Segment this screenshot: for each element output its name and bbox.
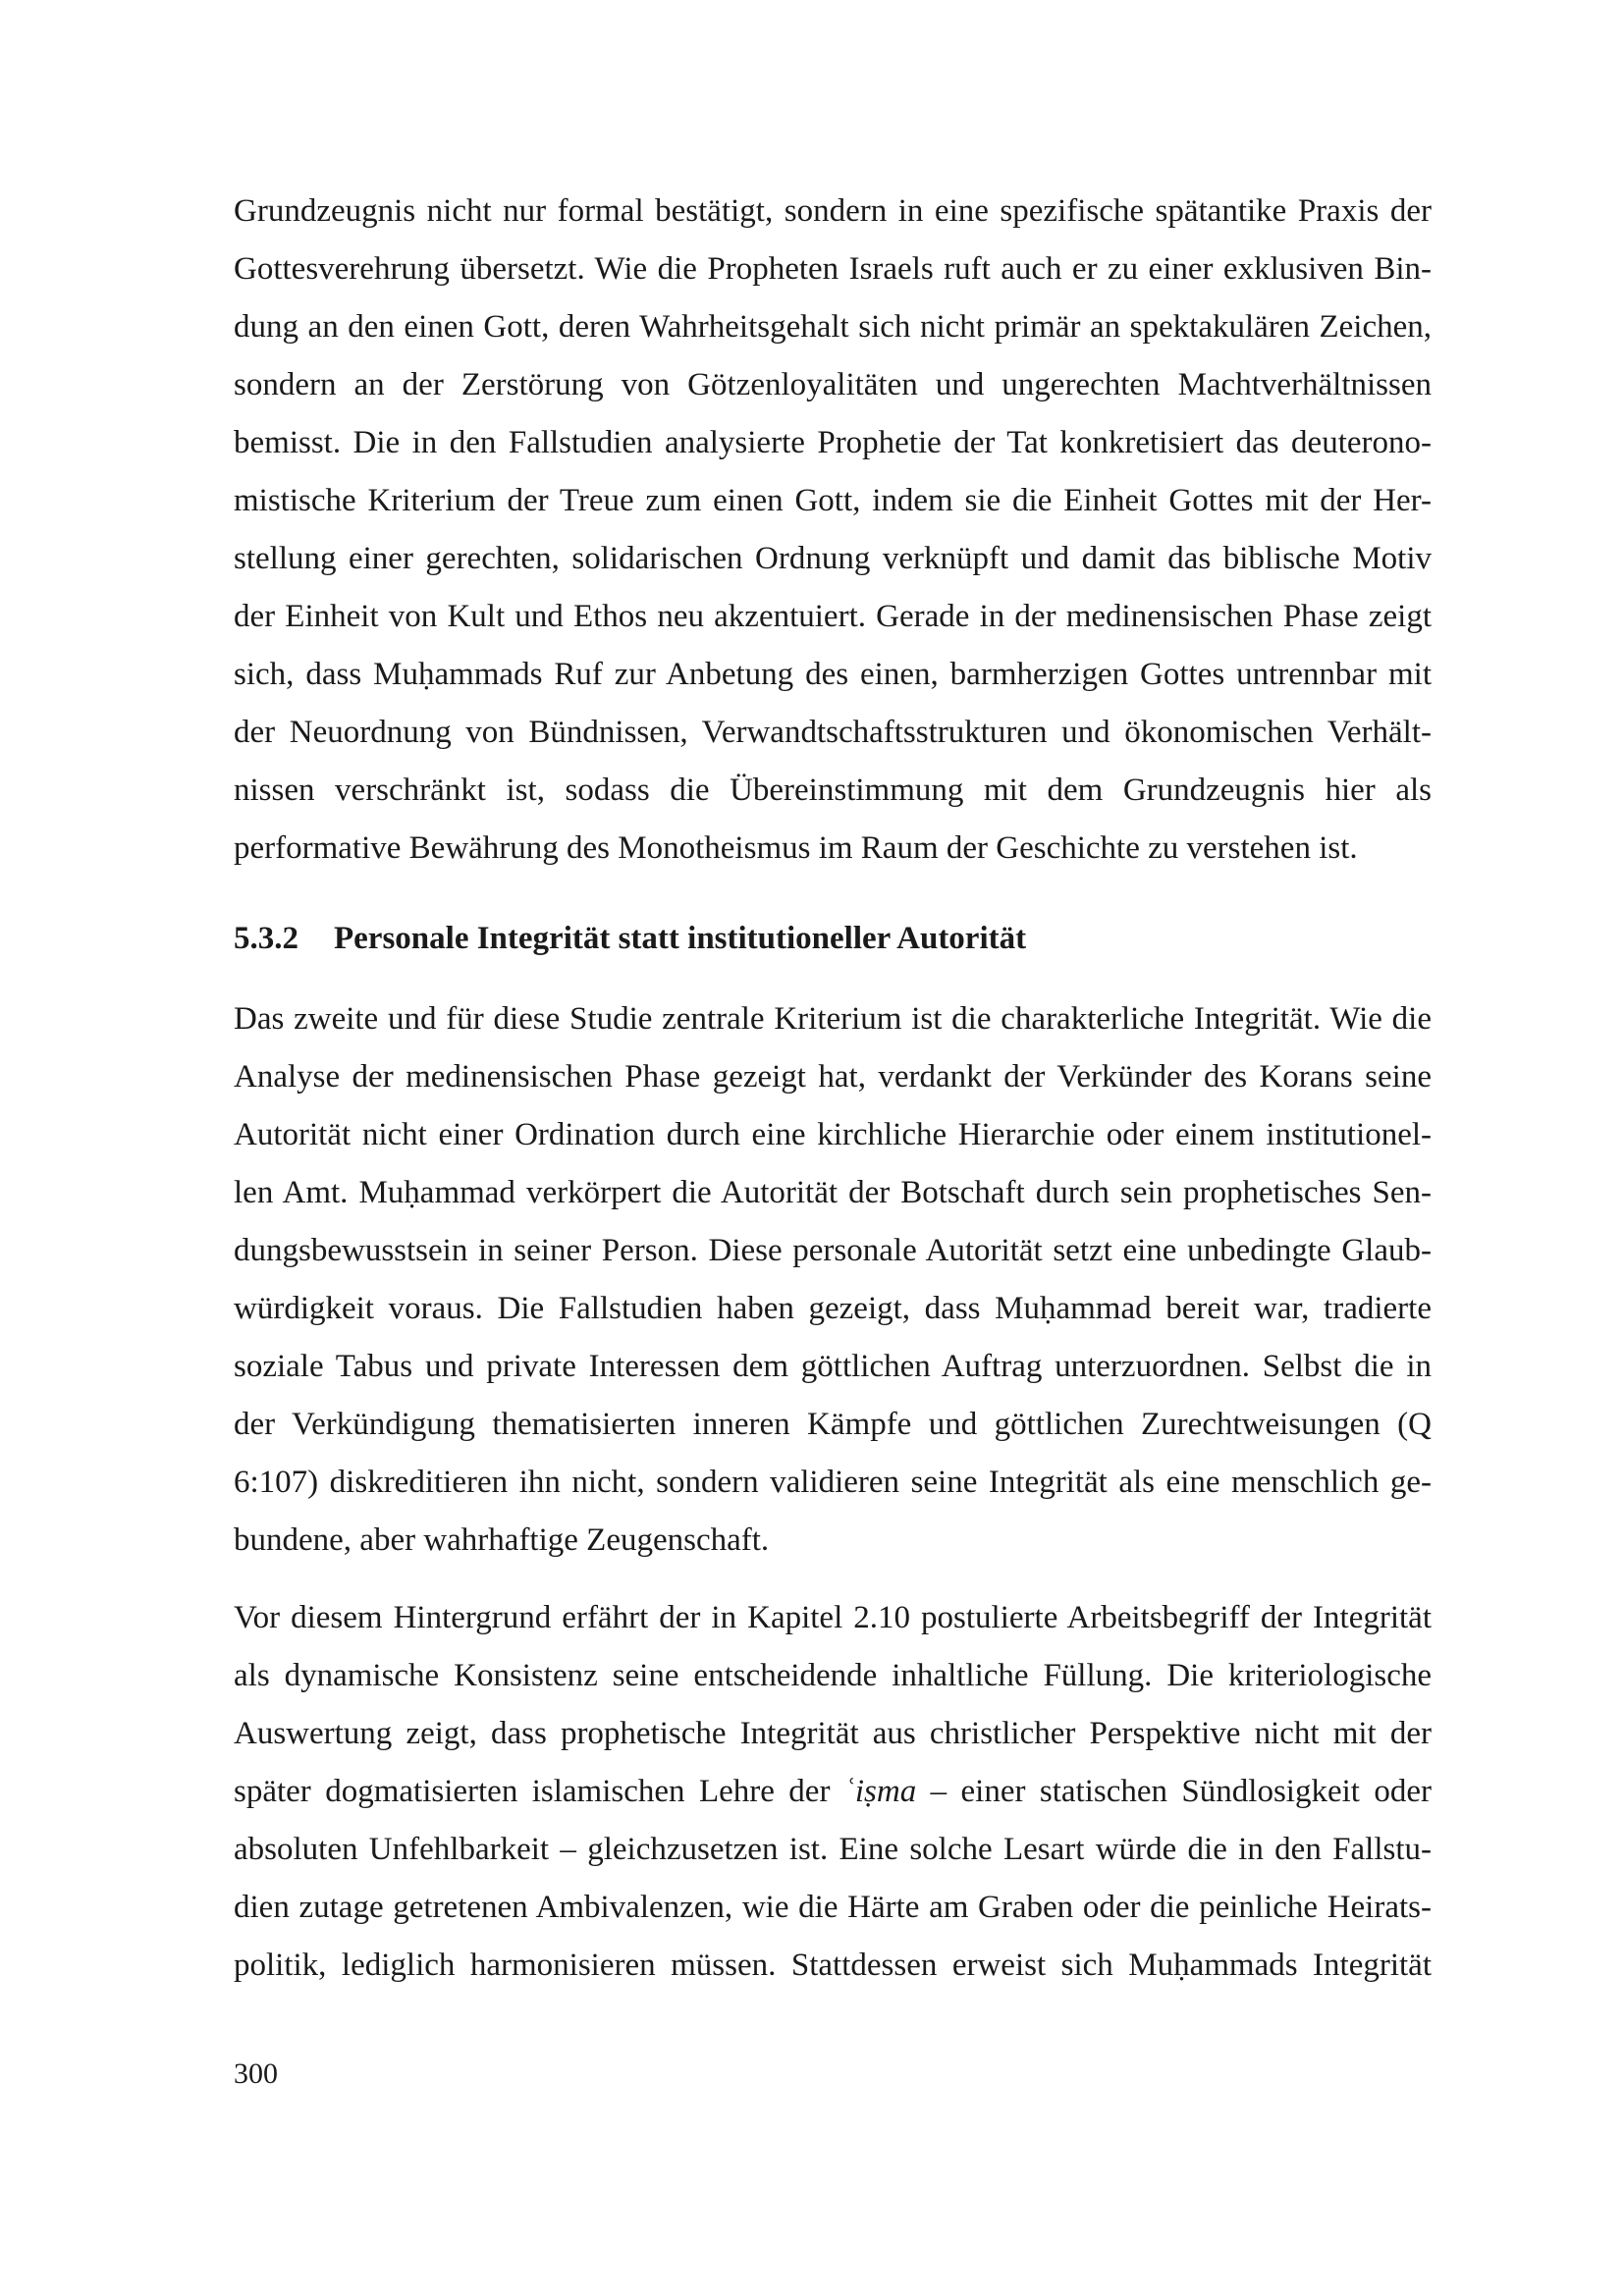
paragraph-3 [234,1589,1432,1995]
text-line: len Amt. Muḥammad verkörpert die Autorität der Botschaft durch sein prophetisches Sen- [234,1175,1432,1210]
text-line: nissen verschränkt ist, sodass die Übereinstimmung mit dem Grundzeugnis hier als [234,773,1432,808]
text-line: soziale Tabus und private Interessen dem göttlichen Auftrag unterzuordnen. Selbst die in [234,1349,1432,1384]
text-line: der Neuordnung von Bündnissen, Verwandtschaftsstrukturen und ökonomischen Verhält- [234,715,1432,750]
text-line: dien zutage getretenen Ambivalenzen, wie die Härte am Graben oder die peinliche Heirats- [234,1890,1432,1925]
section-number: 5.3.2 [234,921,298,956]
text-line: Auswertung zeigt, dass prophetische Integrität aus christlicher Perspektive nicht mit der [234,1716,1432,1751]
section-heading [234,910,1026,968]
text-line: stellung einer gerechten, solidarischen Ordnung verknüpft und damit das biblische Motiv [234,541,1432,576]
text-line: Vor diesem Hintergrund erfährt der in Kapitel 2.10 postulierte Arbeitsbegriff der Integrität [234,1600,1432,1635]
italic-term: ʿiṣma [843,1774,917,1809]
text-line: Das zweite und für diese Studie zentrale Kriterium ist die charakterliche Integrität. Wie die [234,1001,1432,1037]
text-line: absoluten Unfehlbarkeit – gleichzusetzen ist. Eine solche Lesart würde die in den Fallstu- [234,1832,1432,1867]
text-line: bemisst. Die in den Fallstudien analysierte Prophetie der Tat konkretisiert das deuterono- [234,425,1432,460]
text-line: Grundzeugnis nicht nur formal bestätigt, sondern in eine spezifische spätantike Praxis der [234,193,1432,229]
page-number: 300 [234,2057,278,2090]
text-line: dung an den einen Gott, deren Wahrheitsgehalt sich nicht primär an spektakulären Zeichen, [234,309,1432,345]
text-line: würdigkeit voraus. Die Fallstudien haben gezeigt, dass Muḥammad bereit war, tradierte [234,1291,1432,1326]
text-line: dungsbewusstsein in seiner Person. Diese personale Autorität setzt eine unbedingte Glaub- [234,1233,1432,1268]
text-line: mistische Kriterium der Treue zum einen Gott, indem sie die Einheit Gottes mit der Her- [234,483,1432,518]
text-segment: – einer statischen Sündlosigkeit oder [916,1774,1433,1809]
text-line: sich, dass Muḥammads Ruf zur Anbetung des einen, barmherzigen Gottes untrennbar mit [234,657,1432,692]
text-line: performative Bewährung des Monotheismus im Raum der Geschichte zu verstehen ist. [234,830,1358,866]
text-line: als dynamische Konsistenz seine entscheidende inhaltliche Füllung. Die kriteriologische [234,1658,1432,1693]
text-line: 6:107) diskreditieren ihn nicht, sondern validieren seine Integrität als eine menschlich ge- [234,1465,1432,1500]
text-line: der Einheit von Kult und Ethos neu akzentuiert. Gerade in der medinensischen Phase zeigt [234,599,1432,634]
paragraph-1 [234,183,1432,878]
text-line-with-term [234,1763,1432,1821]
text-line: Gottesverehrung übersetzt. Wie die Propheten Israels ruft auch er zu einer exklusiven Bin- [234,251,1432,287]
text-line: bundene, aber wahrhaftige Zeugenschaft. [234,1522,770,1558]
paragraph-2 [234,990,1432,1570]
text-line: politik, lediglich harmonisieren müssen. Stattdessen erweist sich Muḥammads Integrität [234,1948,1432,1983]
text-segment: später dogmatisierten islamischen Lehre der [234,1774,844,1809]
text-line: Analyse der medinensischen Phase gezeigt hat, verdankt der Verkünder des Korans seine [234,1059,1432,1095]
text-line: Autorität nicht einer Ordination durch eine kirchliche Hierarchie oder einem institutionel- [234,1117,1432,1152]
section-title: Personale Integrität statt institutioneller Autorität [334,921,1027,956]
text-line: sondern an der Zerstörung von Götzenloyalitäten und ungerechten Machtverhältnissen [234,367,1432,402]
text-line: der Verkündigung thematisierten inneren Kämpfe und göttlichen Zurechtweisungen (Q [234,1407,1432,1442]
